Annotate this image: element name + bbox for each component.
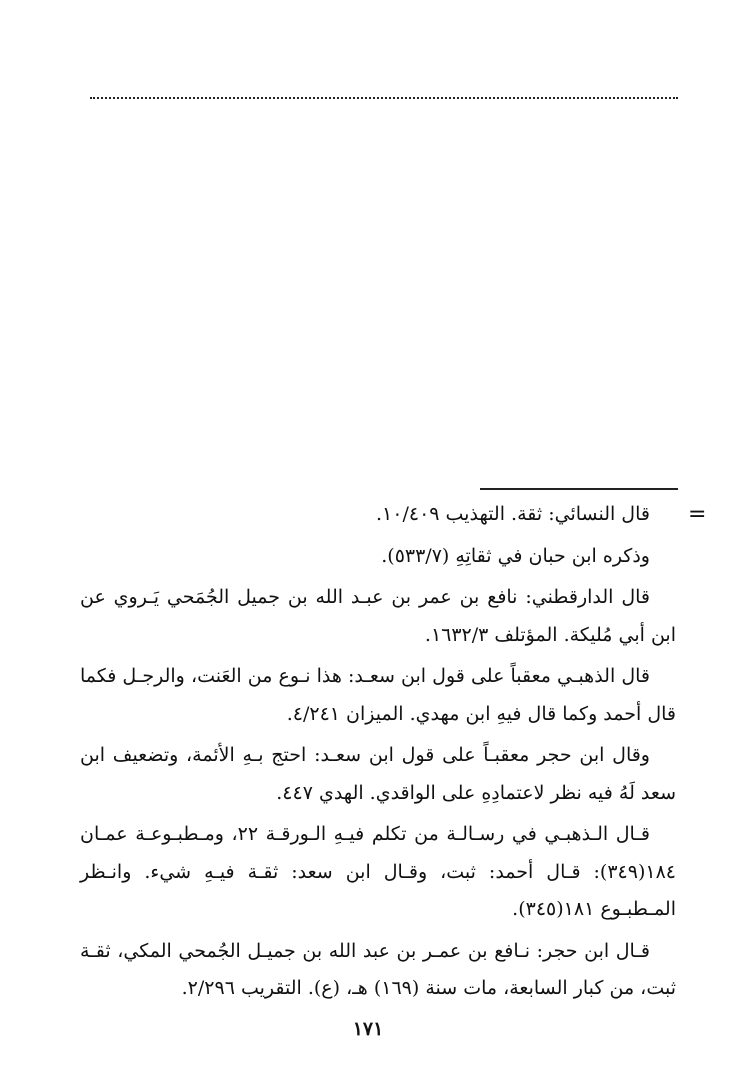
footnote-ibn-hibban: وذكره ابن حبان في ثقاتِهِ (٥٣٣/٧). <box>381 544 650 567</box>
footnote-ibn-hajar-hadi: وقال ابن حجر معقبـاً على قول ابن سعـد: احتج بـهِ الأئمة، وتضعيف ابن سعد لَهُ فيه نظر لاعتمادِهِ على الواقدي. الهدي ٤٤٧. <box>80 744 676 804</box>
footnotes-block <box>80 496 676 1012</box>
footnote-ibn-hajar-taqrib: قـال ابن حجر: نـافع بن عمـر بن عبد الله بن جميـل الجُمحي المكي، ثقـة ثبت، من كبار السابعة، مات سنة (١٦٩) هـ، (ع). التقريب ٢/٢٩٦. <box>80 939 676 999</box>
continuation-mark: = <box>688 502 707 527</box>
dotted-separator <box>90 97 678 99</box>
page-number: ١٧١ <box>352 1018 384 1040</box>
footnote-dhahabi-mizan: قال الذهبـي معقباً على قول ابن سعـد: هذا نـوع من العَنت، والرجـل فكما قال أحمد وكما قال فيهِ ابن مهدي. الميزان ٤/٢٤١. <box>80 665 676 725</box>
footnote-daraqutni: قال الدارقطني: نافع بن عمر بن عبـد الله بن جميل الجُمَحي يَـروي عن ابن أبي مُليكة. المؤتلف ١٦٣٢/٣. <box>80 586 676 646</box>
footnote-nasai: قال النسائي: ثقة. التهذيب ١٠/٤٠٩. <box>376 503 650 525</box>
footnote-separator <box>480 488 678 490</box>
footnote-dhahabi-risala: قـال الـذهبـي في رسـالـة من تكلم فيـهِ الـورقـة ٢٢، ومـطبـوعـة عمـان ١٨٤(٣٤٩): قـال أحمد: ثبت، وقـال ابن سعد: ثقـة فيـهِ شيء. وانـظر المـطبـوع ١٨١(٣٤٥). <box>80 823 676 920</box>
